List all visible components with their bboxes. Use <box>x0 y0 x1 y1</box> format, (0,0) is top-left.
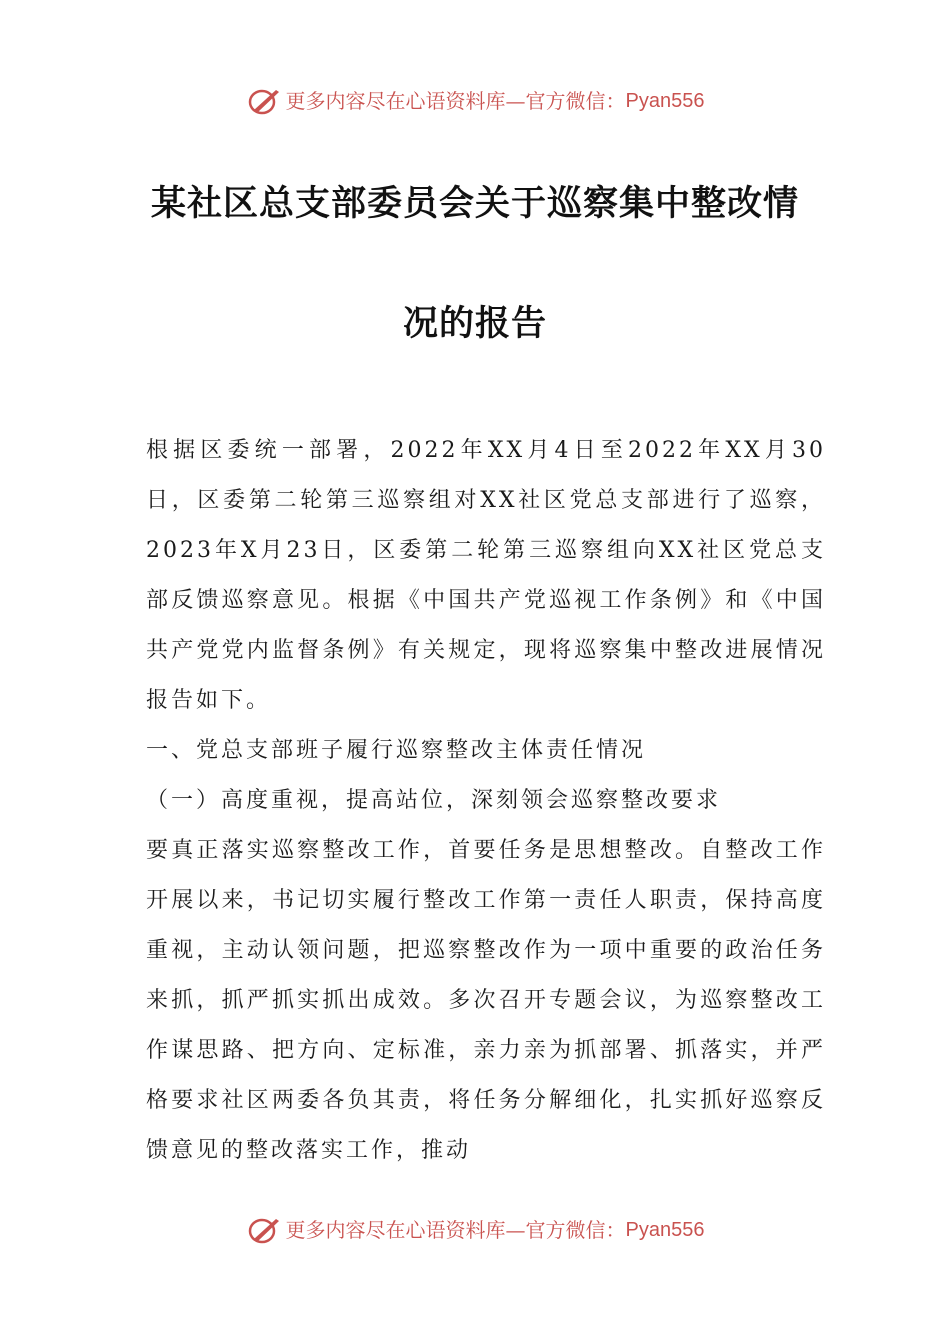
quill-logo-icon <box>246 1215 282 1245</box>
document-title-line-1: 某社区总支部委员会关于巡察集中整改情 <box>150 183 799 224</box>
intro-paragraph: 根据区委统一部署，2022年XX月4日至2022年XX月30日，区委第二轮第三巡察组对XX社区党总支部进行了巡察，2023年X月23日，区委第二轮第三巡察组向XX社区党总支部反馈巡察意见。根据《中国共产党巡视工作条例》和《中国共产党党内监督条例》有关规定，现将巡察集中整改进展情况报告如下。 <box>146 438 826 713</box>
banner-site-text: 更多内容尽在心语资料库 <box>285 1218 506 1242</box>
subsection-heading: （一）高度重视，提高站位，深刻领会巡察整改要求 <box>146 788 722 813</box>
banner-dash: — <box>505 1218 526 1242</box>
banner-wechat-label: 官方微信： <box>525 1218 626 1242</box>
banner-wechat-id: Pyan556 <box>625 90 705 112</box>
banner-dash: — <box>505 89 526 113</box>
banner-site-text: 更多内容尽在心语资料库 <box>285 89 506 113</box>
footer-banner <box>0 1215 950 1245</box>
body-paragraph: 要真正落实巡察整改工作，首要任务是思想整改。自整改工作开展以来，书记切实履行整改工作第一责任人职责，保持高度重视，主动认领问题，把巡察整改作为一项中重要的政治任务来抓，抓严抓实抓出成效。多次召开专题会议，为巡察整改工作谋思路、把方向、定标准，亲力亲为抓部署、抓落实，并严格要求社区两委各负其责，将任务分解细化，扎实抓好巡察反馈意见的整改落实工作，推动 <box>146 838 826 1163</box>
banner-wechat-label: 官方微信： <box>525 89 626 113</box>
banner-wechat-id: Pyan556 <box>625 1219 705 1241</box>
section-heading: 一、党总支部班子履行巡察整改主体责任情况 <box>146 738 647 763</box>
header-banner <box>0 86 950 116</box>
document-body <box>146 426 826 1176</box>
quill-logo-icon <box>246 86 282 116</box>
document-title-line-2: 况的报告 <box>402 303 547 344</box>
